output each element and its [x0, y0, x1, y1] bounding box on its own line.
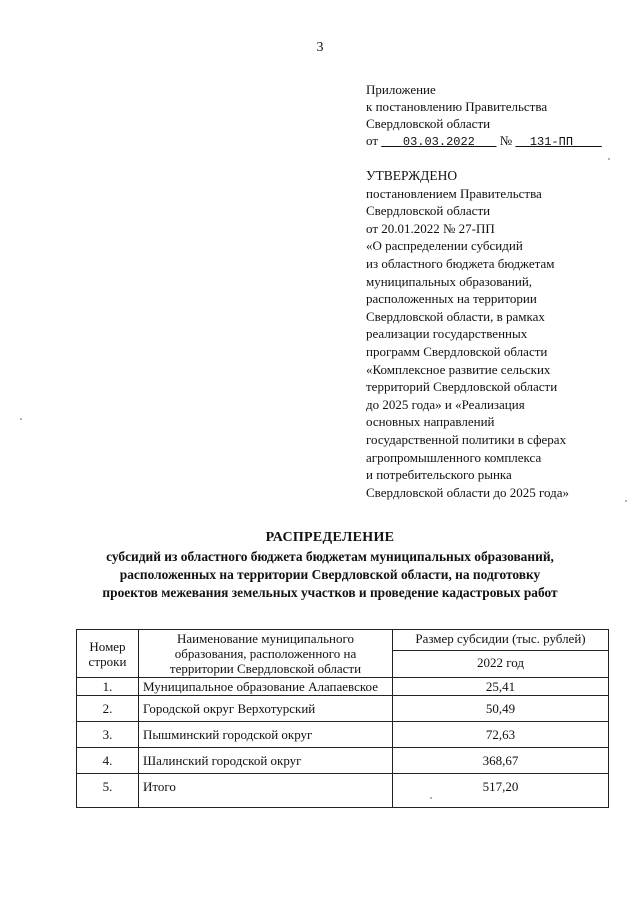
- row-amount: 517,20: [393, 774, 609, 808]
- approved-line: «О распределении субсидий: [366, 238, 523, 254]
- row-municipality: Итого: [139, 774, 393, 808]
- approved-line: Свердловской области, в рамках: [366, 308, 545, 324]
- appendix-block: [366, 81, 602, 151]
- row-number: 1.: [77, 678, 139, 696]
- header-number: Номер строки: [77, 630, 139, 678]
- row-amount: 72,63: [393, 722, 609, 748]
- subtitle-line: субсидий из областного бюджета бюджетам муниципальных образований,: [106, 549, 554, 564]
- appendix-date-line: [366, 132, 602, 151]
- date-prefix: от: [366, 133, 379, 148]
- subtitle-line: проектов межевания земельных участков и проведение кадастровых работ: [102, 585, 558, 600]
- row-amount: 368,67: [393, 748, 609, 774]
- document-heading: [40, 530, 620, 602]
- number-sign: №: [499, 133, 513, 148]
- subsidy-table: [76, 629, 609, 808]
- table-row: [77, 748, 609, 774]
- resolution-number: [515, 135, 601, 149]
- approved-line: основных направлений: [366, 414, 495, 430]
- approved-line: от 20.01.2022 № 27-ПП: [366, 220, 495, 236]
- row-municipality: Пышминский городской округ: [139, 722, 393, 748]
- table-row: [77, 678, 609, 696]
- row-municipality: Шалинский городской округ: [139, 748, 393, 774]
- approved-line: «Комплексное развитие сельских: [366, 361, 551, 377]
- approved-line: и потребительского рынка: [366, 467, 512, 483]
- row-number: 2.: [77, 696, 139, 722]
- row-amount: 50,49: [393, 696, 609, 722]
- approved-block: [366, 167, 636, 501]
- page-number: 3: [316, 40, 324, 55]
- row-number: 4.: [77, 748, 139, 774]
- row-municipality: Муниципальное образование Алапаевское: [139, 678, 393, 696]
- row-municipality: Городской округ Верхотурский: [139, 696, 393, 722]
- scan-speck: [625, 500, 627, 502]
- approved-line: реализации государственных: [366, 326, 528, 342]
- appendix-line: Приложение: [366, 82, 436, 97]
- scan-speck: [20, 418, 22, 420]
- resolution-number-value: 131-ПП: [529, 135, 574, 149]
- table-row: [77, 696, 609, 722]
- approved-line: муниципальных образований,: [366, 273, 533, 289]
- appendix-line: Свердловской области: [366, 116, 491, 131]
- approved-line: государственной политики в сферах: [366, 431, 567, 447]
- document-subtitle: [40, 548, 620, 602]
- resolution-date: [381, 135, 496, 149]
- approved-heading: УТВЕРЖДЕНО: [366, 168, 458, 183]
- header-year: 2022 год: [393, 650, 609, 677]
- row-number: 3.: [77, 722, 139, 748]
- approved-line: до 2025 года» и «Реализация: [366, 396, 525, 412]
- row-amount: 25,41: [393, 678, 609, 696]
- row-number: 5.: [77, 774, 139, 808]
- scan-speck: [430, 797, 432, 799]
- scan-speck: [608, 158, 610, 160]
- approved-line: расположенных на территории: [366, 291, 537, 307]
- approved-line: из областного бюджета бюджетам: [366, 255, 555, 271]
- subtitle-line: расположенных на территории Свердловской области, на подготовку: [119, 567, 541, 582]
- resolution-date-value: 03.03.2022: [402, 135, 475, 149]
- approved-line: Свердловской области до 2025 года»: [366, 484, 569, 500]
- approved-line: агропромышленного комплекса: [366, 449, 542, 465]
- approved-line: программ Свердловской области: [366, 343, 548, 359]
- header-name: Наименование муниципального образования, расположенного на территории Свердловской области: [139, 630, 393, 678]
- document-title: РАСПРЕДЕЛЕНИЕ: [265, 530, 395, 545]
- approved-line: Свердловской области: [366, 203, 491, 219]
- header-amount: Размер субсидии (тыс. рублей): [393, 630, 609, 651]
- appendix-line: к постановлению Правительства: [366, 99, 548, 114]
- approved-line: постановлением Правительства: [366, 185, 542, 201]
- table-row: [77, 722, 609, 748]
- approved-line: территорий Свердловской области: [366, 379, 558, 395]
- table-header-row: [77, 630, 609, 651]
- table-total-row: [77, 774, 609, 808]
